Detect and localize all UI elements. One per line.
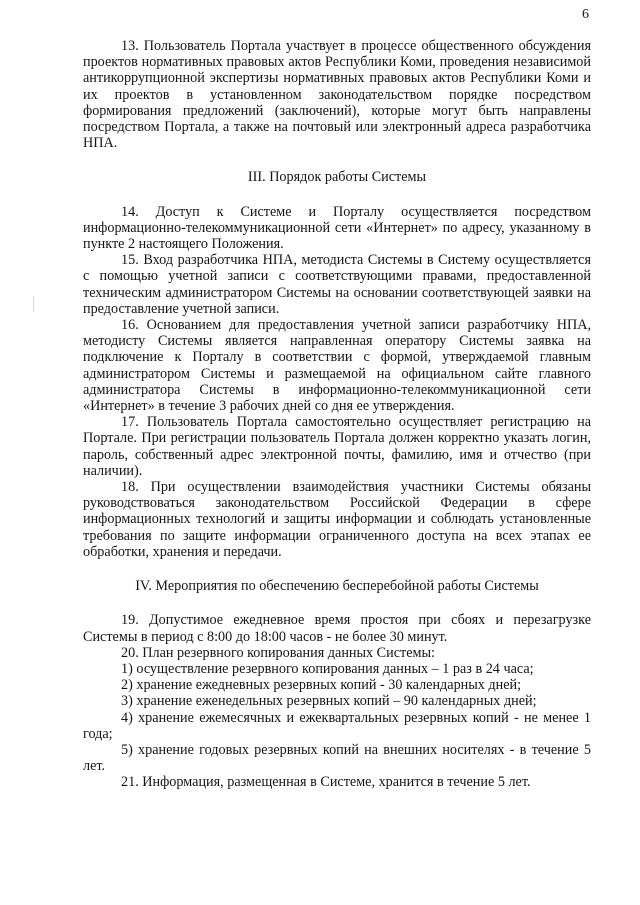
backup-plan-item-1: 1) осуществление резервного копирования данных – 1 раз в 24 часа; bbox=[121, 660, 534, 677]
backup-plan-item-5: 5) хранение годовых резервных копий на внешних носителях - в течение 5 лет. bbox=[83, 741, 591, 775]
backup-plan-item-4: 4) хранение ежемесячных и ежеквартальных резервных копий - не менее 1 года; bbox=[83, 709, 591, 742]
section-heading-3: III. Порядок работы Системы bbox=[247, 169, 427, 186]
paragraph-14: 14. Доступ к Системе и Порталу осуществляется посредством информационно-телекоммуникационной сети «Интернет» по адресу, указанному в пункте 2 настоящего Положения. bbox=[83, 203, 591, 253]
scan-artifact-mark bbox=[33, 296, 34, 312]
paragraph-15: 15. Вход разработчика НПА, методиста Системы в Систему осуществляется с помощью учетной записи с соответствующими правами, предоставленной техническим администратором Системы на основании соответствующей заявки на предоставление учетной записи. bbox=[83, 252, 591, 317]
paragraph-21: 21. Информация, размещенная в Системе, хранится в течение 5 лет. bbox=[121, 774, 531, 791]
document-body bbox=[83, 38, 591, 791]
backup-plan-item-2: 2) хранение ежедневных резервных копий - 30 календарных дней; bbox=[121, 677, 522, 694]
page-number: 6 bbox=[582, 7, 589, 22]
paragraph-13: 13. Пользователь Портала участвует в процессе общественного обсуждения проектов нормативных правовых актов Республики Коми, проведения независимой антикоррупционной экспертизы нормативных правовых актов Республики Коми и их проектов в установленном законодательством порядке посредством формирования предложений (заключений), которые могут быть направлены посредством Портала, а также на почтовый или электронный адреса разработчика НПА. bbox=[83, 38, 591, 152]
paragraph-19: 19. Допустимое ежедневное время простоя при сбоях и перезагрузке Системы в период с 8:00 до 18:00 часов - не более 30 минут. bbox=[83, 612, 591, 645]
section-heading-4: IV. Мероприятия по обеспечению бесперебойной работы Системы bbox=[135, 578, 539, 595]
paragraph-18: 18. При осуществлении взаимодействия участники Системы обязаны руководствоваться законодательством Российской Федерации в сфере информационных технологий и защиты информации и соблюдать установленные требования по защите информации ограниченного доступа на всех этапах ее обработки, хранения и передачи. bbox=[83, 479, 591, 560]
backup-plan-item-3: 3) хранение еженедельных резервных копий – 90 календарных дней; bbox=[121, 693, 537, 710]
paragraph-16: 16. Основанием для предоставления учетной записи разработчику НПА, методисту Системы является направленная оператору Системы заявка на подключение к Порталу в соответствии с формой, утверждаемой главным администратором Системы и размещаемой на официальном сайте главного администратора Системы в информационно-телекоммуникационной сети «Интернет» в течение 3 рабочих дней со дня ее утверждения. bbox=[83, 317, 591, 415]
paragraph-20: 20. План резервного копирования данных Системы: bbox=[121, 644, 435, 661]
paragraph-17: 17. Пользователь Портала самостоятельно осуществляет регистрацию на Портале. При регистрации пользователь Портала должен корректно указать логин, пароль, собственный адрес электронной почты, фамилию, имя и отчество (при наличии). bbox=[83, 414, 591, 479]
